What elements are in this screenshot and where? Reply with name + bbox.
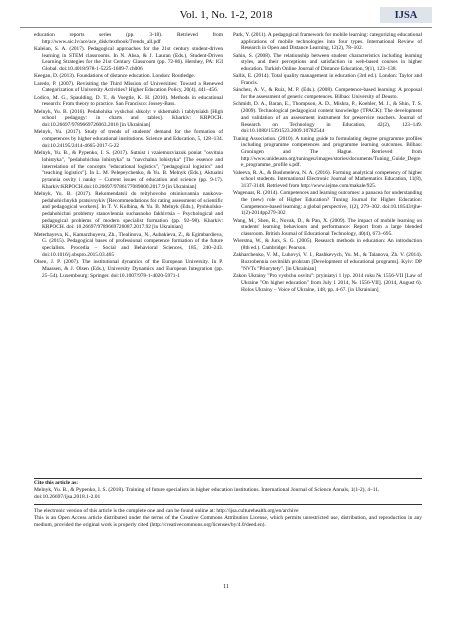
references-left-column: [34, 32, 223, 472]
header-divider: [20, 27, 432, 28]
citation-box: [34, 478, 422, 505]
reference-entry: Meterbayeva, K., Kamarzhuyeva, Zh., Tlealinova, N., Aubakieva, Z., & Egimbardieva, G. (2015). Pedagogical bases of professional competence formation of the future specialists. Procedia – Social and Behavioral Sciences, 185, 240–243. doi:10.1016/j.sbspro.2015.03.465: [34, 231, 223, 258]
open-access-note: This is an Open Access article distributed under the terms of the Creative Commons Attribution License, which permits unrestricted use, distribution, and reproduction in any medium, provided the original work is properly cited (http://creativecommons.org/licenses/by/4.0/deed.en).: [34, 515, 422, 529]
page-number: 11: [223, 584, 229, 590]
reference-entry: Sahin, S. (2008). The relationship between student characteristics including learning styles, and their perceptions and satisfaction in web-based courses in higher education. Turkish Online Journal of Distance Education, 9(1), 123–138.: [233, 52, 422, 73]
page-header: [20, 4, 432, 26]
reference-entry: Zakon Ukrainy "Pro vyshchu osvitu": pryiniatyi 1 lyp. 2014 roku № 1556-VII [Law of Ukraine "On higher education" from July 1 2014, № 1556-VII]. (2014, August 6). Holos Ukrainy – Voice of Ukraine, 148, pp. 4-67. [in Ukrainian]: [233, 273, 422, 293]
reference-entry: Sánchez, A. V., & Ruiz, M. P. (Eds.). (2008). Competence-based learning: A proposal for the assessment of generic competences. Bilbao: University of Deusto.: [233, 87, 422, 101]
reference-entry: Laredo, P. (2007). Revisiting the Third Mission of Universities: Toward a Renewed Categorization of University Activities? Higher Education Policy, 20(4), 441–456.: [34, 80, 223, 94]
reference-entry: Wagenaar, R. (2014). Competences and learning outcomes: a panacea for understanding the (new) role of Higher Education? Tuning Journal for Higher Education: Competence-based learning: a global perspective, 1(2), 279–302. doi:10.18543/tjhe-1(2)-2014pp279-302: [233, 190, 422, 217]
reference-entry: Melnyk, Yu. (2017). Study of trends of students' demand for the formation of competences by higher educational institutions. Science and Education, 5, 128–134. doi:10.24195/2414-4665-2017-5-22: [34, 129, 223, 149]
license-footer: [34, 508, 422, 530]
reference-entry: Schmidt, D. A., Baran, E., Thompson, A. D., Mishra, P., Koehler, M. J., & Shin, T. S. (2009). Technological pedagogical content knowledge (TPACK): The development and validation of an assessment instrument for preservice teachers. Journal of Research on Technology in Education, 42(2), 123–149. doi:10.1080/15391523.2009.10782544: [233, 101, 422, 135]
citation-text: Melnyk, Yu. B., & Pypenko, I. S. (2018). Training of future specialists in higher education institutions. International Journal of Science Annals, 1(1-2), 4–11. doi:10.26697/ijsa.2018.1-2.01: [34, 487, 380, 500]
reference-entry: Lodico, M. G., Spaulding, D. T., & Voegtle, K. H. (2010). Methods in educational research: From theory to practice. San Francisco: Jossey-Bass.: [34, 94, 223, 108]
reference-entry: Wiersma, W., & Jurs, S. G. (2005). Research methods in education: An introduction (8th ed.). Cambridge: Pearson.: [233, 238, 422, 252]
reference-entry: Sallis, E. (2014). Total quality management in education (3rd ed.). London: Taylor and Francis.: [233, 73, 422, 87]
reference-entry: education reports series (pp. 3-18). Retrieved from http://www.aic.lv/ace/ace_disk/textbook/Trends_all.pdf: [34, 32, 223, 45]
reference-entry: Keegan, D. (2013). Foundations of distance education. London: Routledge.: [34, 73, 196, 80]
reference-entry: Tuning Association. (2010). A tuning guide to formulating degree programme profiles including programme competences and programme learning outcomes. Bilbao: Groningen and The Hague. Retrieved from http://www.unideusto.org/tuningeu/images/stories/documents/Tuning_Guide_Degree_programme_profile s.pdf.: [233, 135, 422, 169]
reference-entry: Zakharchenko, V. M., Luhovyi, V. I., Rashkevych, Yu. M., & Talanova, Zh. V. (2014). Rozrobennia osvitnikh prohram [Development of educational programs]. Kyiv: DP "NVTs "Priorytety". [in Ukrainian]: [233, 252, 422, 272]
reference-entry: Park, Y. (2011). A pedagogical framework for mobile learning: categorizing educational applications of mobile technologies into four types. International Review of Research in Open and Distance Learning, 12(2), 78–102.: [233, 32, 422, 52]
references-right-column: [233, 32, 422, 472]
reference-entry: Melnyk, Yu. B. (2016). Pedahohika vyshchoi shkoly: v skhemakh i tablytsiakh [High school pedagogy: in charts and tables]. Kharkiv: KRPOCH. doi:10.26697/9789669726063.2016 [in Ukrainian]: [34, 108, 223, 129]
citation-heading: Cite this article as:: [34, 480, 79, 486]
reference-entry: Olsen, J. P. (2007). The institutional dynamics of the European University. In P. Maassen, & J. Olsen (Eds.), University Dynamics and European Integration (pp. 25–54). Luxembourg: Springer. doi:10.1007/978-1-4020-5971-1: [34, 259, 223, 279]
reference-entry: Melnyk, Yu. B. (2017). Rekomendatsii do reityhovoho otsiniuvannia naukovo-pedahohichnykh pratsivnykiv [Recommendations for rating assessment of scientific and pedagogical workers]. In T. V. Kolbina, & Yu. B. Melnyk (Eds.), Pyshkolsko-pedahohichni problemy stanovlennia suchasnoho fakhivtsia – Psychological and pedagogical problems of modern specialist formation (pp. 92–98). Kharkiv: KRPOCH. doi: 10.26697/9789669726087.2017.92 [in Ukrainian]: [34, 190, 223, 231]
journal-volume-title: Vol. 1, No. 1-2, 2018: [179, 9, 273, 21]
references-section: [34, 32, 422, 472]
reference-entry: Wang, M., Shen, R., Novak, D., & Pan, X. (2009). The impact of mobile learning on students' learning behaviours and performance: Report from a large blended classroom. British Journal of Educational Technology, 40(4), 673–695.: [233, 217, 422, 238]
reference-entry: Melnyk, Yu. B., & Pypenko, I. S. (2017). Sutnist i vzaiemozviazok poniat "osvitnia lohistyka", "pedahohichna lohistyka" ta "navchalna lohistyka" [The essence and interrelation of the concepts "educational logistics", "pedagogical logistics" and "teaching logistics"]. In L. M. Pelepeychenko, & Yu. B. Melnyk (Eds.), Aktualni pytannia osvity i nauky – Current issues of education and science (pp. 9-17). Kharkiv:KRPOCH.doi:10.26697/9786177089000.2017.9 [in Ukrainian]: [34, 150, 223, 190]
reference-entry: Valeeva, R. A., & Bushmeleva, N. A. (2016). Forming analytical competency of higher school students. International Electronic Journal of Mathematics Education, 11(8), 3137-3148. Retrieved from http://www.iejme.com/makale/925.: [233, 169, 422, 190]
journal-brand-badge: IJSA: [380, 7, 432, 23]
electronic-version-note: The electronic version of this article is the complete one and can be found online at: http://ijsa.culturehealth.org/en/archive: [34, 508, 299, 514]
reference-entry: Kaleian, S. A. (2017). Pedagogical approaches for the 21st century student-driven learning in STEM classrooms. In N. Ahsa, & J. Lauran (Eds.), Student-Driven Learning Strategies for the 21st Century Classroom (pp. 72-86). Hershey, PA: IGI Global. doi:10.4018/978-1-5225-1689-7.ch006: [34, 46, 223, 73]
